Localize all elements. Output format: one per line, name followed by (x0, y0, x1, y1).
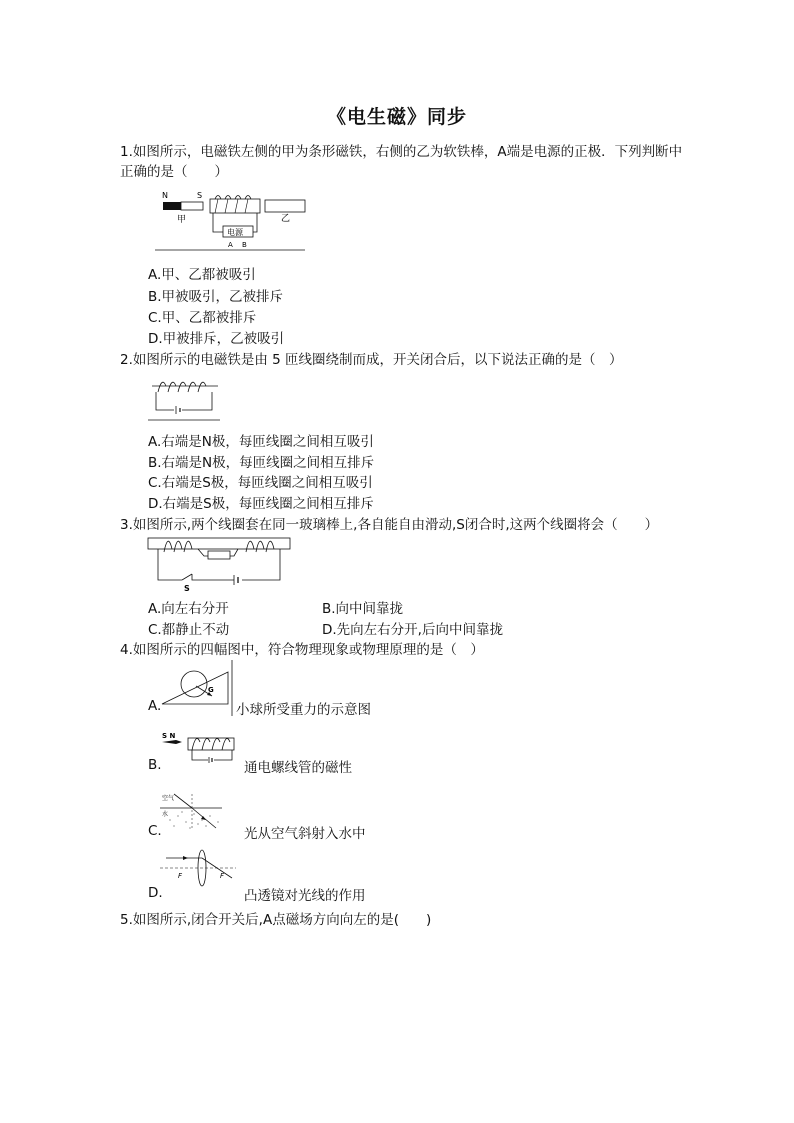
question-1-text-cont: 正确的是（ ） (120, 164, 228, 180)
question-4-figure-a (160, 660, 235, 716)
question-3-figure (146, 534, 296, 592)
question-4-figure-d (160, 848, 240, 888)
question-3-option-d: D.先向左右分开,后向中间靠拢 (322, 622, 503, 638)
question-3-option-c: C.都静止不动 (148, 622, 230, 638)
water-label: 水 (162, 811, 169, 818)
question-2-figure (148, 372, 224, 424)
question-1-option-d: D.甲被排斥，乙被吸引 (148, 331, 285, 347)
question-4-item-a-letter: A. (148, 698, 162, 714)
gravity-g-label: G (208, 686, 214, 694)
question-3-option-a: A.向左右分开 (148, 601, 229, 617)
question-3-text: 3.如图所示,两个线圈套在同一玻璃棒上,各自能自由滑动,S闭合时,这两个线圈将会（ ） (120, 517, 659, 533)
question-4-item-d-caption: 凸透镜对光线的作用 (244, 888, 366, 904)
question-4-item-c-caption: 光从空气斜射入水中 (244, 826, 366, 842)
yi-label: 乙 (281, 214, 291, 224)
question-4-item-d-letter: D. (148, 885, 163, 901)
page-title: 《电生磁》同步 (326, 106, 467, 128)
question-1-figure (155, 188, 315, 254)
question-4-item-a-caption: 小球所受重力的示意图 (236, 702, 371, 718)
magnet-s-label: S (197, 191, 203, 200)
question-2-option-d: D.右端是S极，每匝线圈之间相互排斥 (148, 496, 374, 512)
focus-f-label-right: F (220, 872, 225, 880)
question-4-figure-c (160, 792, 240, 832)
air-label: 空气 (162, 795, 175, 802)
magnet-n-label: N (162, 191, 168, 200)
question-4-figure-b (160, 730, 240, 770)
switch-s-label: S (184, 584, 190, 593)
question-5-text: 5.如图所示,闭合开关后,A点磁场方向向左的是( ) (120, 912, 432, 928)
question-4-item-b-caption: 通电螺线管的磁性 (244, 760, 352, 776)
power-label: 电源 (227, 228, 243, 237)
jia-label: 甲 (177, 215, 187, 225)
question-4-item-c-letter: C. (148, 823, 162, 839)
question-1-text: 1.如图所示，电磁铁左侧的甲为条形磁铁，右侧的乙为软铁棒，A端是电源的正极．下列判断中 (120, 144, 683, 160)
focus-f-label-left: F (178, 872, 183, 880)
question-2-text: 2.如图所示的电磁铁是由 5 匝线圈绕制而成，开关闭合后，以下说法正确的是（ ） (120, 352, 623, 368)
question-2-option-b: B.右端是N极，每匝线圈之间相互排斥 (148, 455, 375, 471)
question-3-option-b: B.向中间靠拢 (322, 601, 404, 617)
question-4-text: 4.如图所示的四幅图中，符合物理现象或物理原理的是（ ） (120, 642, 484, 658)
question-4-item-b-letter: B. (148, 757, 162, 773)
question-1-option-a: A.甲、乙都被吸引 (148, 267, 256, 283)
question-1-option-b: B.甲被吸引，乙被排斥 (148, 289, 284, 305)
question-2-option-c: C.右端是S极，每匝线圈之间相互吸引 (148, 475, 373, 491)
a-label: A (228, 241, 233, 249)
b-label: B (242, 241, 247, 249)
question-2-option-a: A.右端是N极，每匝线圈之间相互吸引 (148, 434, 374, 450)
question-1-option-c: C.甲、乙都被排斥 (148, 310, 257, 326)
compass-sn-label: S N (162, 732, 176, 740)
